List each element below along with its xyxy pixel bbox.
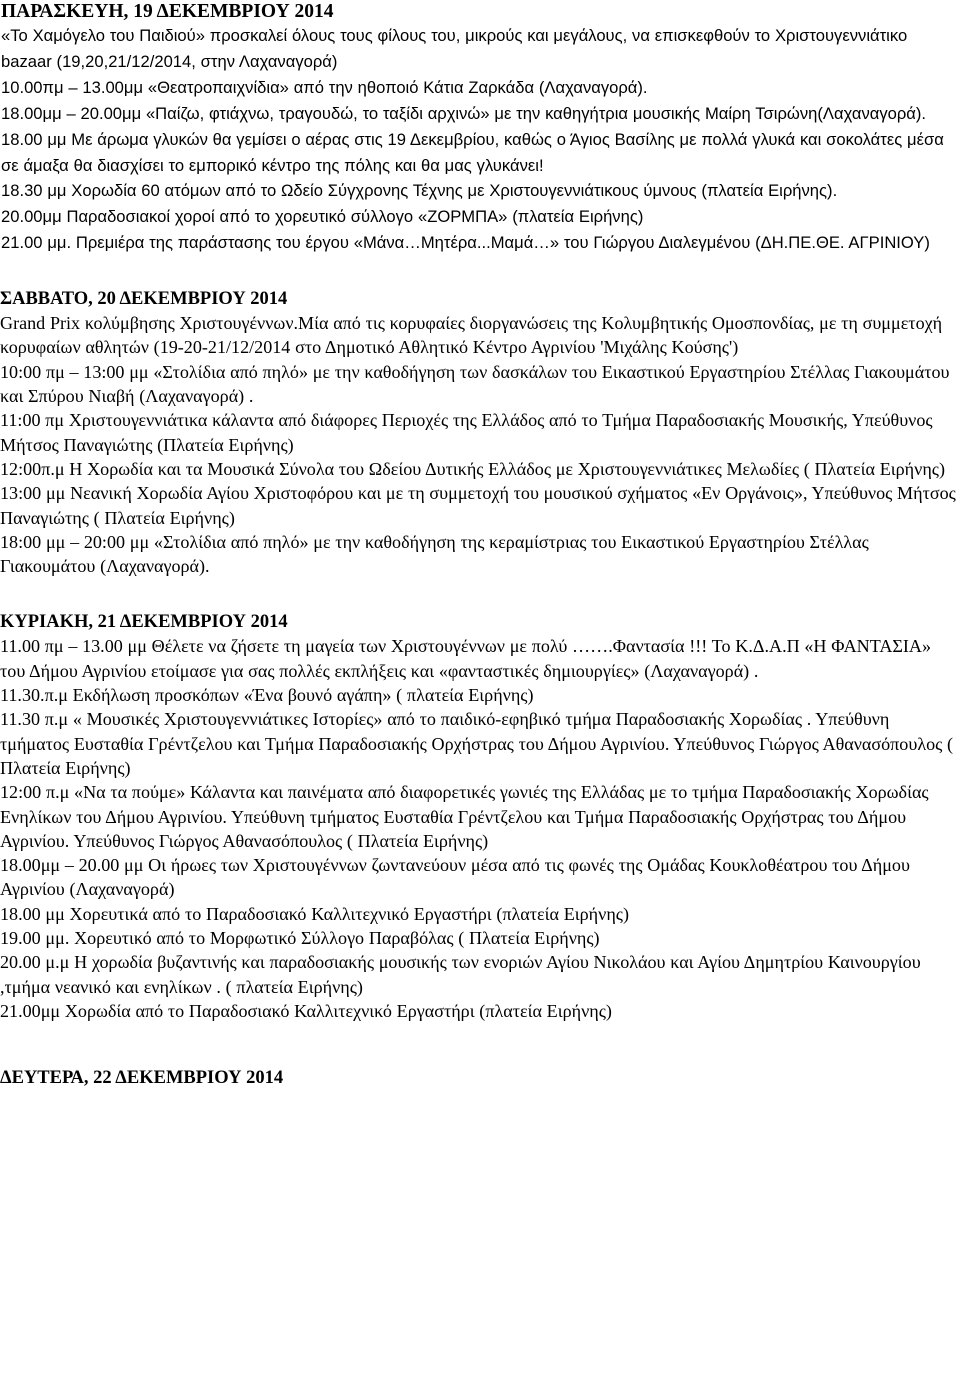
day-section-saturday xyxy=(0,288,958,578)
day-heading: ΔΕΥΤΕΡΑ, 22 ΔΕΚΕΜΒΡΙΟΥ 2014 xyxy=(0,1068,284,1089)
event-paragraph: 11.30.π.μ Εκδήλωση προσκόπων «Ένα βουνό αγάπη» ( πλατεία Ειρήνης) xyxy=(0,685,534,706)
event-paragraph: 18.00 μμ Χορευτικά από το Παραδοσιακό Καλλιτεχνικό Εργαστήρι (πλατεία Ειρήνης) xyxy=(0,903,629,924)
event-paragraph: 18:00 μμ – 20:00 μμ «Στολίδια από πηλό» με την καθοδήγηση της κεραμίστριας του Εικαστικού Εργαστηρίου Στέλλας Γιακουμάτου (Λαχαναγορά). xyxy=(0,531,869,577)
day-section-friday xyxy=(0,0,958,256)
day-heading: ΚΥΡΙΑΚΗ, 21 ΔΕΚΕΜΒΡΙΟΥ 2014 xyxy=(0,612,288,633)
event-paragraph: 18.00μμ – 20.00μμ «Παίζω, φτιάχνω, τραγουδώ, το ταξίδι αρχινώ» με την καθηγήτρια μουσικής Μαίρη Τσιρώνη(Λαχαναγορά). xyxy=(1,103,927,123)
event-paragraph: Grand Prix κολύμβησης Χριστουγέννων.Μία από τις κορυφαίες διοργανώσεις της Κολυμβητικής Ομοσπονδίας, με τη συμμετοχή κορυφαίων αθλητών (19-20-21/12/2014 στο Δημοτικό Αθλητικό Κέντρο Αγρινίου 'Μιχάλης Κούσης') xyxy=(0,313,943,358)
day-section-sunday xyxy=(0,611,958,1023)
event-paragraph: 19.00 μμ. Χορευτικό από το Μορφωτικό Σύλλογο Παραβόλας ( Πλατεία Ειρήνης) xyxy=(0,927,600,948)
event-paragraph: 11.30 π.μ « Μουσικές Χριστουγεννιάτικες Ιστορίες» από το παιδικό-εφηβικό τμήμα Παραδοσιακής Χορωδίας . Υπεύθυνη τμήματος Ευσταθία Γρέντζελου και Τμήμα Παραδοσιακής Ορχήστρας του Δήμου Αγρινίου. Υπεύθυνος Γιώργος Αθανασόπουλος ( Πλατεία Ειρήνης) xyxy=(0,709,954,778)
event-paragraph: 20.00 μ.μ Η χορωδία βυζαντινής και παραδοσιακής μουσικής των ενοριών Αγίου Νικολάου και Αγίου Δημητρίου Καινουργίου ,τμήμα νεανικό και ενηλίκων . ( πλατεία Ειρήνης) xyxy=(0,952,921,997)
day-heading: ΠΑΡΑΣΚΕΥΗ, 19 ΔΕΚΕΜΒΡΙΟΥ 2014 xyxy=(1,1,334,22)
event-paragraph: 10:00 πμ – 13:00 μμ «Στολίδια από πηλό» με την καθοδήγηση των δασκάλων του Εικαστικού Εργαστηρίου Στέλλας Γιακουμάτου και Σπύρου Νιαβή (Λαχαναγορά) . xyxy=(0,361,950,407)
event-paragraph: 18.30 μμ Χορωδία 60 ατόμων από το Ωδείο Σύγχρονης Τέχνης με Χριστουγεννιάτικους ύμνους (πλατεία Ειρήνης). xyxy=(1,181,838,201)
event-paragraph: 12:00 π.μ «Να τα πούμε» Κάλαντα και παινέματα από διαφορετικές γωνιές της Ελλάδας με το τμήμα Παραδοσιακής Χορωδίας Ενηλίκων του Δήμου Αγρινίου. Υπεύθυνη τμήματος Ευσταθία Γρέντζελου και Τμήμα Παραδοσιακής Ορχήστρας του Δήμου Αγρινίου. Υπεύθυνος Γιώργος Αθανασόπουλος ( Πλατεία Ειρήνης) xyxy=(0,782,929,851)
day-section-monday xyxy=(0,1067,958,1089)
event-paragraph: 13:00 μμ Νεανική Χορωδία Αγίου Χριστοφόρου και με τη συμμετοχή του μουσικού σχήματος «Εν Οργάνοις», Υπεύθυνος Μήτσος Παναγιώτης ( Πλατεία Ειρήνης) xyxy=(0,483,956,528)
event-paragraph: 21.00 μμ. Πρεμιέρα της παράστασης του έργου «Μάνα…Μητέρα...Μαμά…» του Γιώργου Διαλεγμένου (ΔΗ.ΠΕ.ΘΕ. ΑΓΡΙΝΙΟΥ) xyxy=(1,233,930,253)
event-paragraph: «Το Χαμόγελο του Παιδιού» προσκαλεί όλους τους φίλους του, μικρούς και μεγάλους, να επισκεφθούν το Χριστουγεννιάτικο bazaar (19,20,21/12/2014, στην Λαχαναγορά) xyxy=(1,26,908,71)
event-paragraph: 10.00πμ – 13.00μμ «Θεατροπαιχνίδια» από την ηθοποιό Κάτια Ζαρκάδα (Λαχαναγορά). xyxy=(1,77,648,97)
event-paragraph: 21.00μμ Χορωδία από το Παραδοσιακό Καλλιτεχνικό Εργαστήρι (πλατεία Ειρήνης) xyxy=(0,1000,612,1021)
event-paragraph: 18.00 μμ Με άρωμα γλυκών θα γεμίσει ο αέρας στις 19 Δεκεμβρίου, καθώς ο Άγιος Βασίλης με πολλά γλυκά και σοκολάτες μέσα σε άμαξα θα διασχίσει το εμπορικό κέντρο της πόλης και θα μας γλυκάνει! xyxy=(1,129,944,175)
event-paragraph: 20.00μμ Παραδοσιακοί χοροί από το χορευτικό σύλλογο «ΖΟΡΜΠΑ» (πλατεία Ειρήνης) xyxy=(1,207,644,227)
event-paragraph: 11.00 πμ – 13.00 μμ Θέλετε να ζήσετε τη μαγεία των Χριστουγέννων με πολύ …….Φαντασία !!! Το Κ.Δ.Α.Π «Η ΦΑΝΤΑΣΙΑ» του Δήμου Αγρινίου ετοίμασε για σας πολλές εκπλήξεις και «φανταστικές δημιουργίες» (Λαχαναγορά) . xyxy=(0,636,932,681)
event-paragraph: 12:00π.μ Η Χορωδία και τα Μουσικά Σύνολα του Ωδείου Δυτικής Ελλάδος με Χριστουγεννιάτικες Μελωδίες ( Πλατεία Ειρήνης) xyxy=(0,458,945,479)
event-paragraph: 18.00μμ – 20.00 μμ Οι ήρωες των Χριστουγέννων ζωντανεύουν μέσα από τις φωνές της Ομάδας Κουκλοθέατρου του Δήμου Αγρινίου (Λαχαναγορά) xyxy=(0,855,910,900)
day-heading: ΣΑΒΒΑΤΟ, 20 ΔΕΚΕΜΒΡΙΟΥ 2014 xyxy=(0,289,288,310)
event-paragraph: 11:00 πμ Χριστουγεννιάτικα κάλαντα από διάφορες Περιοχές της Ελλάδος από το Τμήμα Παραδοσιακής Μουσικής, Υπεύθυνος Μήτσος Παναγιώτης (Πλατεία Ειρήνης) xyxy=(0,410,933,455)
